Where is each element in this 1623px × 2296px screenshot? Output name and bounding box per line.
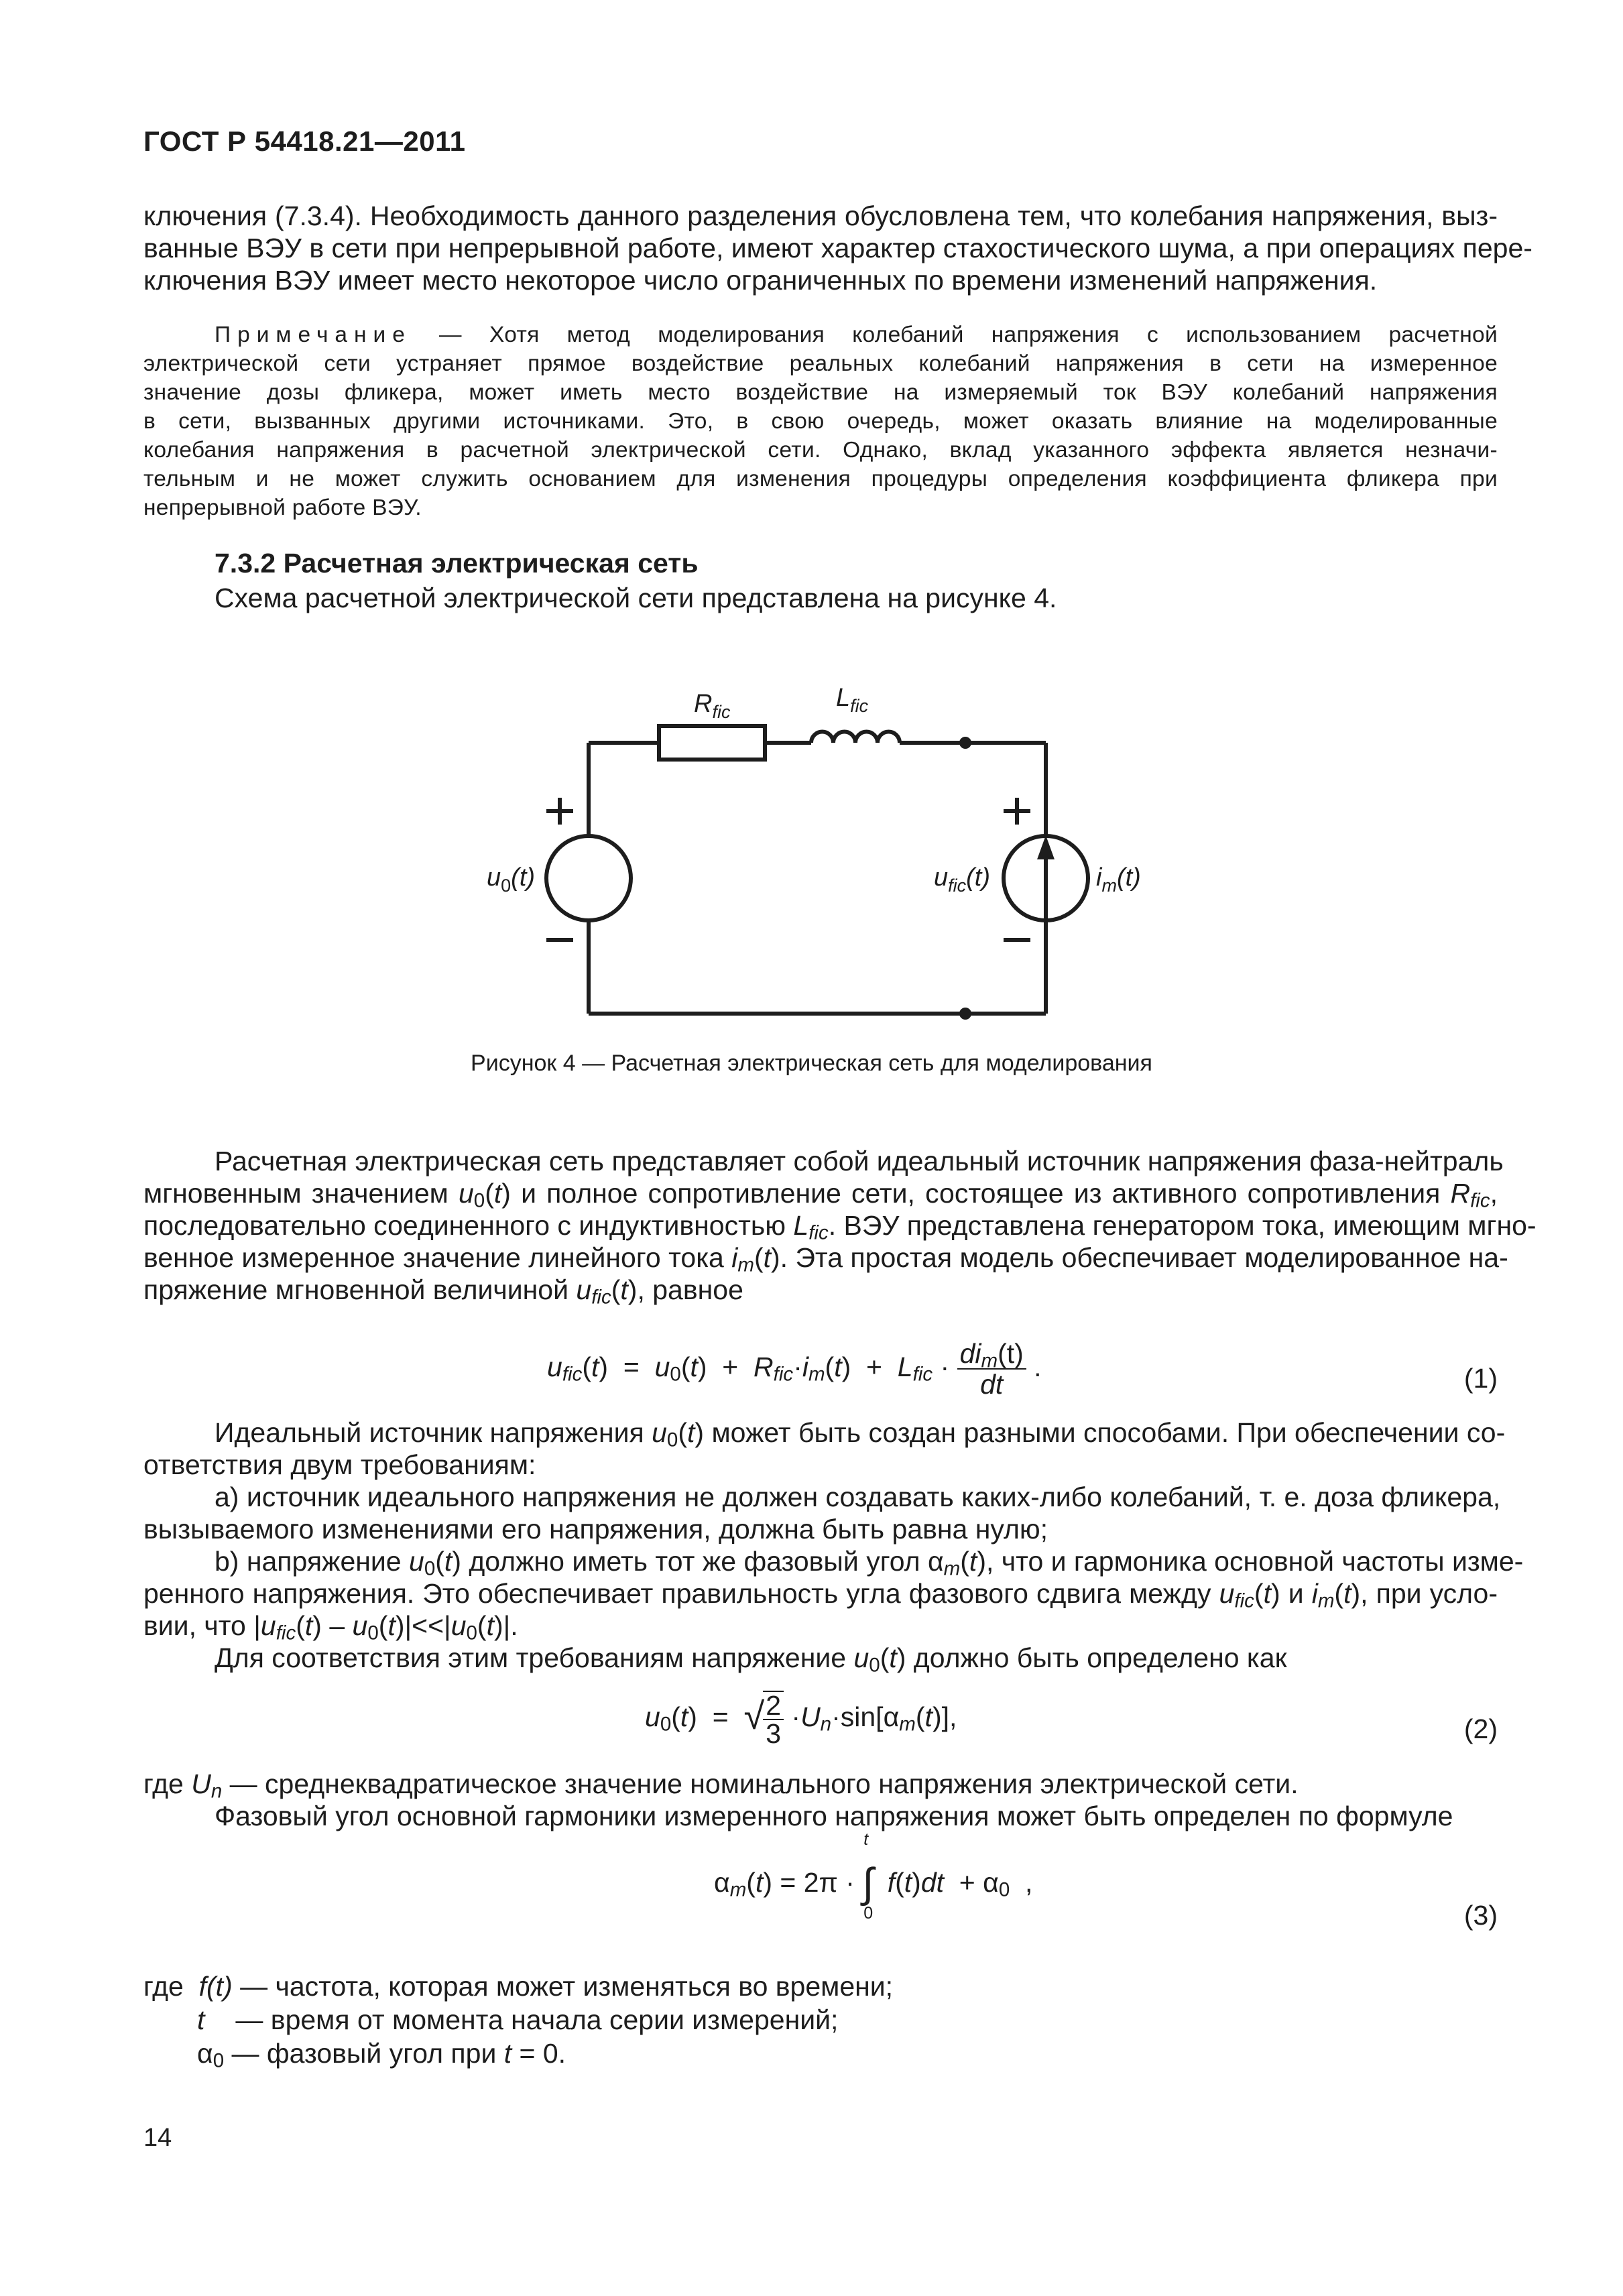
resistor-label: $R_{fic}$ — [694, 690, 731, 722]
sqrt-icon: √ — [743, 1694, 765, 1737]
note-line: электрической сети устраняет прямое воздействие реальных колебаний напряжения в сети на измеренное — [143, 351, 1498, 376]
equation-1-number: (1) — [1463, 1363, 1498, 1394]
equation-2-number: (2) — [1463, 1713, 1498, 1744]
note-line: в сети, вызванных другими источниками. Это, в свою очередь, может оказать влияние на моделированные — [143, 409, 1498, 434]
definitions-list — [143, 1970, 893, 2070]
derivative-fraction: $\frac{di_m(t)}{dt}$ — [957, 1339, 1026, 1399]
note-line: значение дозы фликера, может иметь место воздействие на измеряемый ток ВЭУ колебаний напряжения — [143, 380, 1498, 405]
equation-3: $\alpha_m(t) = 2\pi$ · t ∫ 0 $f(t)dt + \alpha_0$ , — [714, 1830, 1033, 1923]
section-heading: 7.3.2 Расчетная электрическая сеть — [215, 548, 699, 579]
note-line: непрерывной работе ВЭУ. — [143, 495, 422, 520]
definition-row: где f(t) — частота, которая может изменяться во времени; — [143, 1971, 894, 2002]
resistor-symbol — [659, 726, 765, 760]
intro-line: ключения ВЭУ имеет место некоторое число ограниченных по времени изменений напряжения. — [143, 265, 1378, 296]
voltage-source-left — [546, 836, 631, 920]
paragraph-phase: где $U_n$ — среднеквадратическое значение номинального напряжения электрической сети. Фазовый угол основной гармоники измеренного напряжения может быть определен по формуле — [143, 1768, 1453, 1831]
definition-row: $\alpha_0$ — фазовый угол при t = 0. — [197, 2038, 566, 2072]
equation-3-number: (3) — [1463, 1900, 1498, 1931]
inductor-label: $L_{fic}$ — [836, 684, 869, 716]
note-line: колебания напряжения в расчетной электрической сети. Однако, вклад указанного эффекта является незначи- — [143, 438, 1498, 463]
integral-icon: t ∫ 0 — [862, 1830, 874, 1923]
standard-header: ГОСТ Р 54418.21—2011 — [143, 125, 466, 157]
current-label: $i_m(t)$ — [1096, 863, 1141, 896]
equation-1: $u_{fic}(t) = u_0(t) + R_{fic}\cdot i_m(t) + L_{fic}$ · $\frac{di_m(t)}{dt}$ . — [547, 1338, 1042, 1400]
paragraph-requirements: Идеальный источник напряжения $u_0(t)$ может быть создан разными способами. При обеспечении со- ответствия двум требованиям: a) источник идеального напряжения не должен создавать каких-либо колебаний, т. е. доза фликера, вызываемого изменениями его напряжения, должна быть равна нулю; b) напряжение $u_0(t)$ должно иметь тот же фазовый угол $\alpha_m(t)$, что и гармоника основной частоты изме- ренного напряжения. Это обеспечивает правильность угла фазового сдвига между $u_{fic}(t)$ и $i_m(t)$, при усло- вии, что $|u_{fic}(t) - u_0(t)|<<|u_0(t)|$. Для соответствия этим требованиям напряжение $u_0(t)$ должно быть определено как — [143, 1417, 1524, 1677]
inductor-symbol — [811, 732, 900, 743]
node-bottom — [959, 1008, 971, 1020]
page-number: 14 — [143, 2124, 172, 2152]
note-label: Примечание — [215, 322, 412, 347]
paragraph-model: Расчетная электрическая сеть представляет собой идеальный источник напряжения фаза-нейтраль мгновенным значением $u_0(t)$ и полное сопротивление сети, состоящее из активного сопротивления $R_{fic}$, последовательно соединенного с индуктивностью $L_{fic}$. ВЭУ представлена генератором тока, имеющим мгно- венное измеренное значение линейного тока $i_m(t)$. Эта простая модель обеспечивает моделированное на- пряжение мгновенной величиной $u_{fic}(t)$, равное — [143, 1146, 1537, 1309]
note-line: Примечание — Хотя метод моделирования колебаний напряжения с использованием расчетной — [215, 322, 1498, 347]
note-line: тельным и не может служить основанием для изменения процедуры определения коэффициента фликера при — [143, 467, 1498, 491]
equation-2: $u_0(t)$ = √ $\frac{2}{3}$ $\cdot U_n\cdot\sin[\alpha_m(t)]$, — [645, 1690, 957, 1749]
section-intro: Схема расчетной электрической сети представлена на рисунке 4. — [215, 583, 1057, 613]
node-top — [959, 737, 971, 749]
source-right-label: $u_{fic}(t)$ — [934, 863, 991, 896]
source-left-label: $u_0(t)$ — [487, 863, 536, 896]
intro-line: ванные ВЭУ в сети при непрерывной работе, имеют характер стахостического шума, а при операциях пере- — [143, 233, 1532, 263]
current-arrow-head-icon — [1037, 835, 1055, 859]
circuit-diagram — [0, 0, 1623, 1046]
figure-caption: Рисунок 4 — Расчетная электрическая сеть для моделирования — [471, 1050, 1152, 1076]
definition-row: t — время от момента начала серии измерений; — [197, 2004, 839, 2035]
intro-line: ключения (7.3.4). Необходимость данного разделения обусловлена тем, что колебания напряжения, выз- — [143, 200, 1498, 231]
